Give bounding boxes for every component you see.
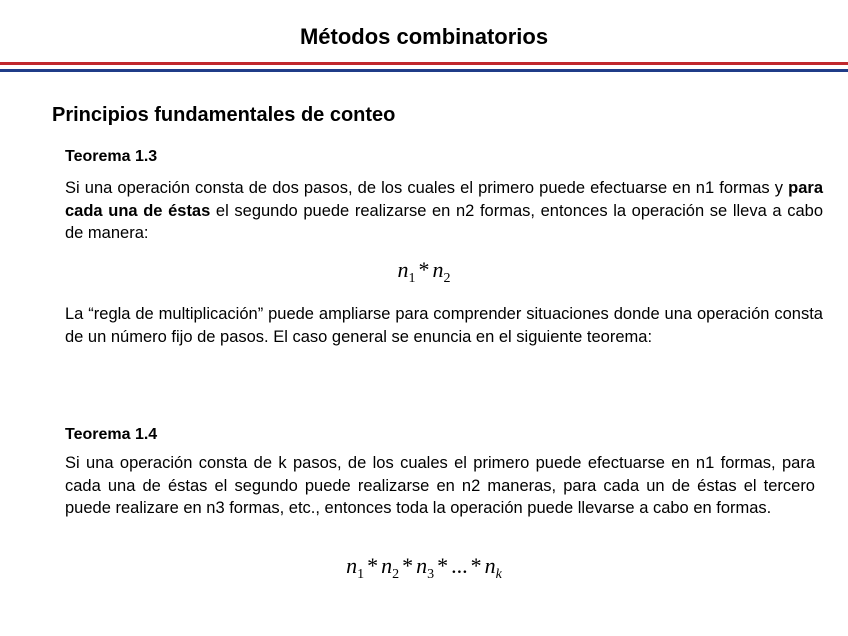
formula-operator: *	[470, 553, 482, 578]
theorem-1-heading: Teorema 1.3	[65, 148, 158, 165]
theorem-2-heading: Teorema 1.4	[65, 426, 158, 443]
theorem-1-text-bold: para cada una de éstas	[65, 179, 823, 220]
theorem-1-text-part1: Si una operación consta de dos pasos, de los cuales el primero puede efectuarse en n1 formas y	[65, 179, 789, 197]
theorem-2-formula	[0, 552, 848, 580]
formula-subscript: 1	[408, 271, 416, 286]
formula-operator: *	[418, 257, 430, 282]
formula-var: n	[381, 553, 393, 578]
theorem-1-text	[65, 177, 823, 245]
formula-subscript: 2	[392, 567, 400, 582]
theorem-1-text-part2: el segundo puede realizarse en n2 formas, entonces la operación se lleva a cabo de manera:	[65, 201, 823, 242]
formula-var: n	[397, 257, 409, 282]
formula-operator: *	[402, 553, 414, 578]
section-heading: Principios fundamentales de conteo	[52, 104, 396, 126]
formula-var: n	[346, 553, 358, 578]
formula-operator: *	[367, 553, 379, 578]
formula-subscript: k	[495, 567, 502, 582]
formula-subscript: 3	[427, 567, 435, 582]
formula-operator: *	[437, 553, 449, 578]
header-rule-red	[0, 62, 848, 65]
formula-var: n	[416, 553, 428, 578]
theorem-2-text: Si una operación consta de k pasos, de los cuales el primero puede efectuarse en n1 formas, para cada una de éstas el segundo puede realizarse en n2 maneras, para cada un de éstas el tercero puede realizare en n3 formas, etc., entonces toda la operación puede llevarse a cabo en formas.	[65, 454, 815, 517]
header-rule-blue	[0, 69, 848, 72]
formula-subscript: 2	[443, 271, 451, 286]
formula-var: n	[484, 553, 496, 578]
formula-ellipsis: ...	[451, 553, 468, 578]
theorem-1-formula	[0, 256, 848, 284]
formula-var: n	[432, 257, 444, 282]
page-title: Métodos combinatorios	[299, 24, 549, 49]
formula-subscript: 1	[357, 567, 365, 582]
multiplication-rule-paragraph: La “regla de multiplicación” puede ampliarse para comprender situaciones donde una operación consta de un número fijo de pasos. El caso general se enuncia en el siguiente teorema:	[65, 305, 823, 346]
